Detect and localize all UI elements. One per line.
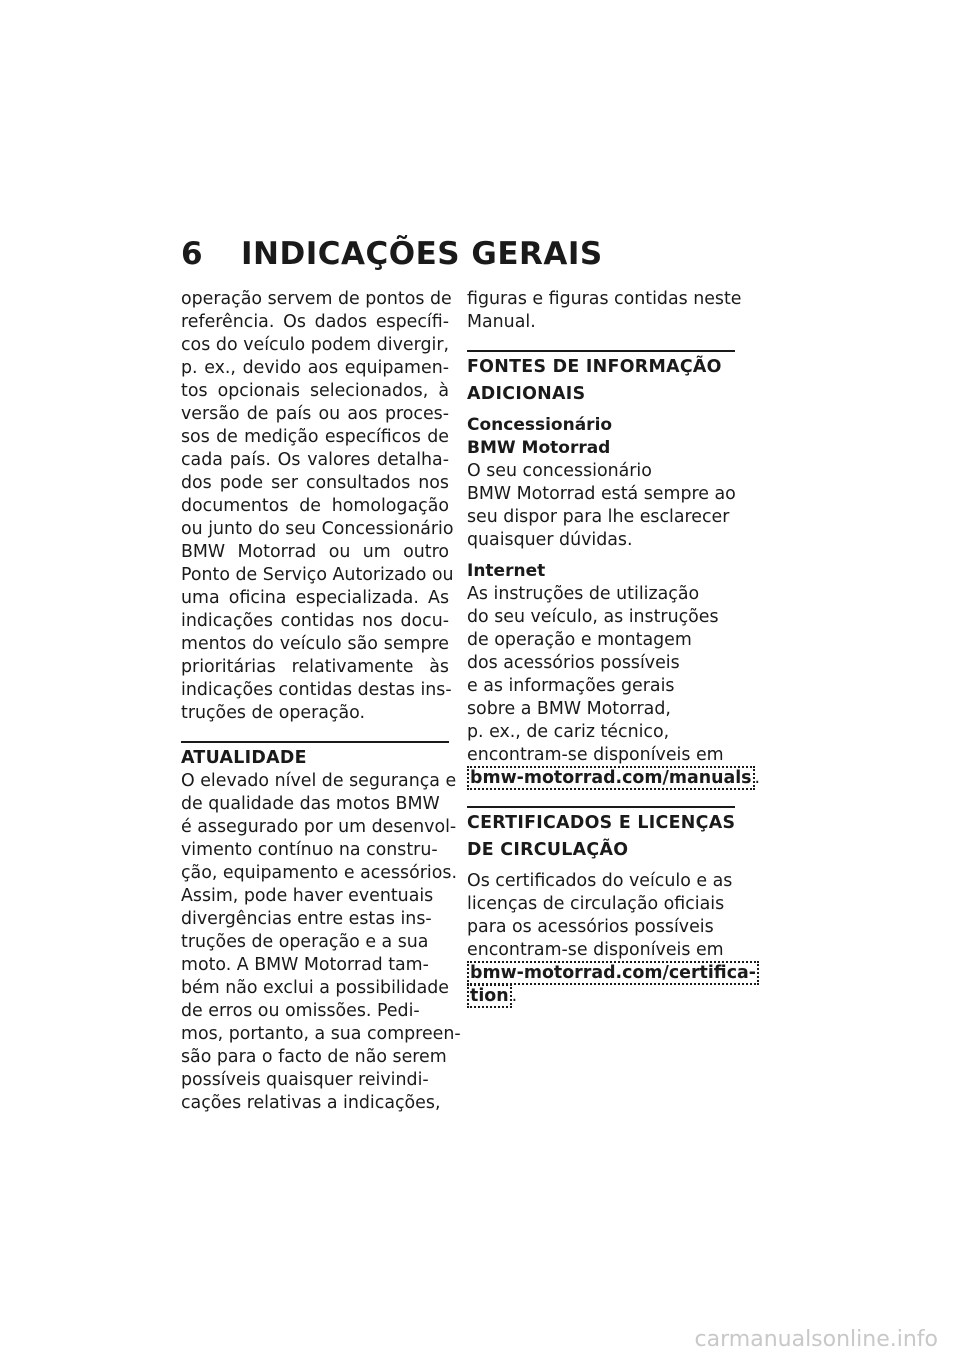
section-title-fontes-1: FONTES DE INFORMAÇÃO [467, 357, 722, 377]
text-line: divergências entre estas ins- [181, 909, 432, 929]
text-line: de qualidade das motos BMW [181, 794, 440, 814]
chapter-title: INDICAÇÕES GERAIS [241, 236, 603, 272]
text-line: p. ex., de cariz técnico, [467, 722, 670, 742]
text-line: do seu veículo, as instruções [467, 607, 719, 627]
text-line: tos opcionais selecionados, à [181, 381, 449, 401]
text-line: operação servem de pontos de [181, 289, 452, 309]
chapter-number: 6 [181, 236, 204, 272]
section-title-fontes-2: ADICIONAIS [467, 384, 586, 404]
text-line: encontram-se disponíveis em [467, 745, 724, 765]
section-divider [467, 806, 735, 808]
text-line: seu dispor para lhe esclarecer [467, 507, 730, 527]
text-line: dos acessórios possíveis [467, 653, 680, 673]
dealer-paragraph [467, 460, 735, 552]
chapter-heading [181, 236, 603, 272]
text-line: truções de operação e a sua [181, 932, 429, 952]
section-title-certificados-1: CERTIFICADOS E LICENÇAS [467, 813, 736, 833]
section-title-atualidade: ATUALIDADE [181, 748, 307, 768]
text-line: O seu concessionário [467, 461, 652, 481]
text-line: de operação e montagem [467, 630, 692, 650]
left-column [181, 288, 461, 1115]
section-title-certificados-2: DE CIRCULAÇÃO [467, 840, 629, 860]
text-line: vimento contínuo na constru- [181, 840, 438, 860]
text-line: indicações contidas nos docu- [181, 611, 449, 631]
text-line: BMW Motorrad ou um outro [181, 542, 449, 562]
text-line: encontram-se disponíveis em [467, 940, 724, 960]
text-line: ou junto do seu Concessionário [181, 519, 454, 539]
text-line: cações relativas a indicações, [181, 1093, 441, 1113]
certification-link[interactable]: bmw-motorrad.com/certifica- [467, 961, 759, 985]
text-line: p. ex., devido aos equipamen- [181, 358, 449, 378]
certificados-paragraph [467, 870, 735, 962]
text-line: indicações contidas destas ins- [181, 680, 452, 700]
certification-link-line-1 [467, 962, 756, 985]
text-line: para os acessórios possíveis [467, 917, 714, 937]
text-line: Assim, pode haver eventuais [181, 886, 434, 906]
link-period: . [511, 986, 518, 1006]
text-line: mentos do veículo são sempre [181, 634, 449, 654]
text-line: O elevado nível de segurança e [181, 771, 457, 791]
text-line: Ponto de Serviço Autorizado ou [181, 565, 454, 585]
subsection-title-dealer-2: BMW Motorrad [467, 438, 611, 458]
section-divider [181, 741, 449, 743]
text-line: são para o facto de não serem [181, 1047, 447, 1067]
link-period: . [754, 768, 761, 788]
text-line: cos do veículo podem divergir, [181, 335, 449, 355]
watermark: carmanualsonline.info [694, 1327, 938, 1352]
text-line: As instruções de utilização [467, 584, 700, 604]
text-line: mos, portanto, a sua compreen- [181, 1024, 461, 1044]
text-line: Manual. [467, 312, 536, 332]
text-line: de erros ou omissões. Pedi- [181, 1001, 420, 1021]
text-line: quaisquer dúvidas. [467, 530, 633, 550]
text-line: prioritárias relativamente às [181, 657, 449, 677]
internet-paragraph [467, 583, 735, 767]
text-line: licenças de circulação oficiais [467, 894, 725, 914]
text-line: e as informações gerais [467, 676, 675, 696]
text-line: ção, equipamento e acessórios. [181, 863, 457, 883]
certification-link-continued[interactable]: tion [467, 984, 512, 1008]
intro-paragraph [181, 288, 454, 725]
manuals-link-line [467, 767, 761, 790]
section-divider [467, 350, 735, 352]
text-line: BMW Motorrad está sempre ao [467, 484, 736, 504]
subsection-title-internet: Internet [467, 561, 546, 581]
subsection-title-dealer-1: Concessionário [467, 415, 613, 435]
text-line: Os certificados do veículo e as [467, 871, 733, 891]
atualidade-paragraph [181, 770, 461, 1115]
text-line: dos pode ser consultados nos [181, 473, 449, 493]
text-line: referência. Os dados específi- [181, 312, 449, 332]
certification-link-line-2 [467, 985, 735, 1008]
text-line: versão de país ou aos proces- [181, 404, 449, 424]
text-line: cada país. Os valores detalha- [181, 450, 449, 470]
text-line: é assegurado por um desenvol- [181, 817, 457, 837]
text-line: sos de medição específicos de [181, 427, 449, 447]
text-line: truções de operação. [181, 703, 366, 723]
continuation-paragraph [467, 288, 742, 334]
text-line: sobre a BMW Motorrad, [467, 699, 671, 719]
text-line: figuras e figuras contidas neste [467, 289, 742, 309]
text-line: uma oficina especializada. As [181, 588, 449, 608]
text-line: bém não exclui a possibilidade [181, 978, 449, 998]
manuals-link[interactable]: bmw-motorrad.com/manuals [467, 766, 755, 790]
text-line: documentos de homologação [181, 496, 449, 516]
text-line: moto. A BMW Motorrad tam- [181, 955, 429, 975]
text-line: possíveis quaisquer reivindi- [181, 1070, 429, 1090]
right-column [467, 288, 761, 1008]
